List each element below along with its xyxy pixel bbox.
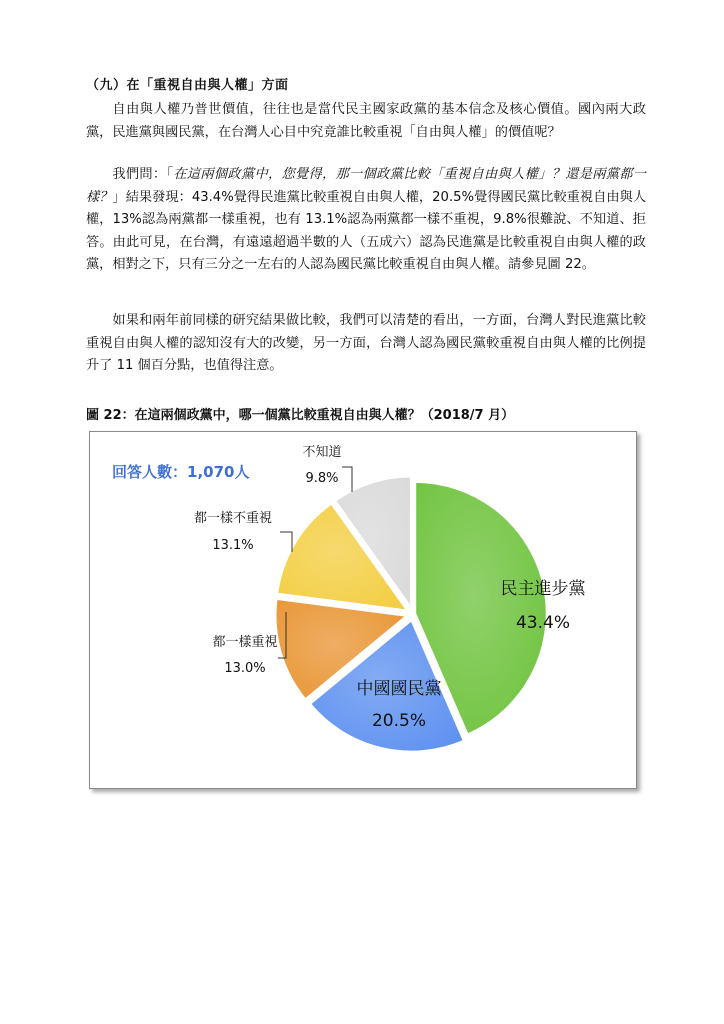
respondent-count: 回答人數：1,070人 — [112, 463, 250, 481]
slice-label: 不知道 — [302, 445, 342, 460]
slice-value-label: 9.8% — [305, 471, 339, 486]
slice-label: 民主進步黨 — [500, 579, 586, 599]
slice-value-label: 13.1% — [212, 538, 254, 553]
figure-caption: 圖 22：在這兩個政黨中，哪一個黨比較重視自由與人權？（2018/7 月） — [86, 408, 515, 423]
question-prefix: 我們問：「 — [112, 167, 174, 182]
pie-chart — [90, 432, 636, 788]
paragraph-results — [86, 164, 646, 277]
paragraph-comparison: 如果和兩年前同樣的研究結果做比較，我們可以清楚的看出，一方面，台灣人對民進黨比較重視自由與人權的認知沒有大的改變，另一方面，台灣人認為國民黨較重視自由與人權的比例提升了 11 個百分點，也值得注意。 — [86, 313, 646, 373]
slice-label: 中國國民黨 — [356, 679, 442, 699]
slice-label: 都一樣不重視 — [193, 511, 273, 526]
slice-value-label: 20.5% — [371, 711, 427, 731]
pie-chart-frame — [89, 431, 637, 789]
results-text: 」結果發現：43.4%覺得民進黨比較重視自由與人權，20.5%覺得國民黨比較重視自由與人權，13%認為兩黨都一樣重視，也有 13.1%認為兩黨都一樣不重視，9.8%很難說、不知道、拒答。由此可見，在台灣，有遠遠超過半數的人（五成六）認為民進黨是比較重視自由與人權的政黨，相對之下，只有三分之一左右的人認為國民黨比較重視自由與人權。請參見圖 22。 — [86, 189, 647, 272]
slice-value-label: 13.0% — [224, 661, 266, 676]
section-heading: （九）在「重視自由與人權」方面 — [86, 78, 289, 93]
survey-question: 在這兩個政黨中，您覺得，那一個政黨比較「重視自由與人權」？還是兩黨都一樣？ — [86, 167, 646, 205]
paragraph-intro: 自由與人權乃普世價值，往往也是當代民主國家政黨的基本信念及核心價值。國內兩大政黨，民進黨與國民黨，在台灣人心目中究竟誰比較重視「自由與人權」的價值呢？ — [86, 102, 646, 140]
leader-line — [342, 467, 352, 492]
slice-label: 都一樣重視 — [212, 635, 278, 650]
slice-value-label: 43.4% — [515, 613, 571, 633]
